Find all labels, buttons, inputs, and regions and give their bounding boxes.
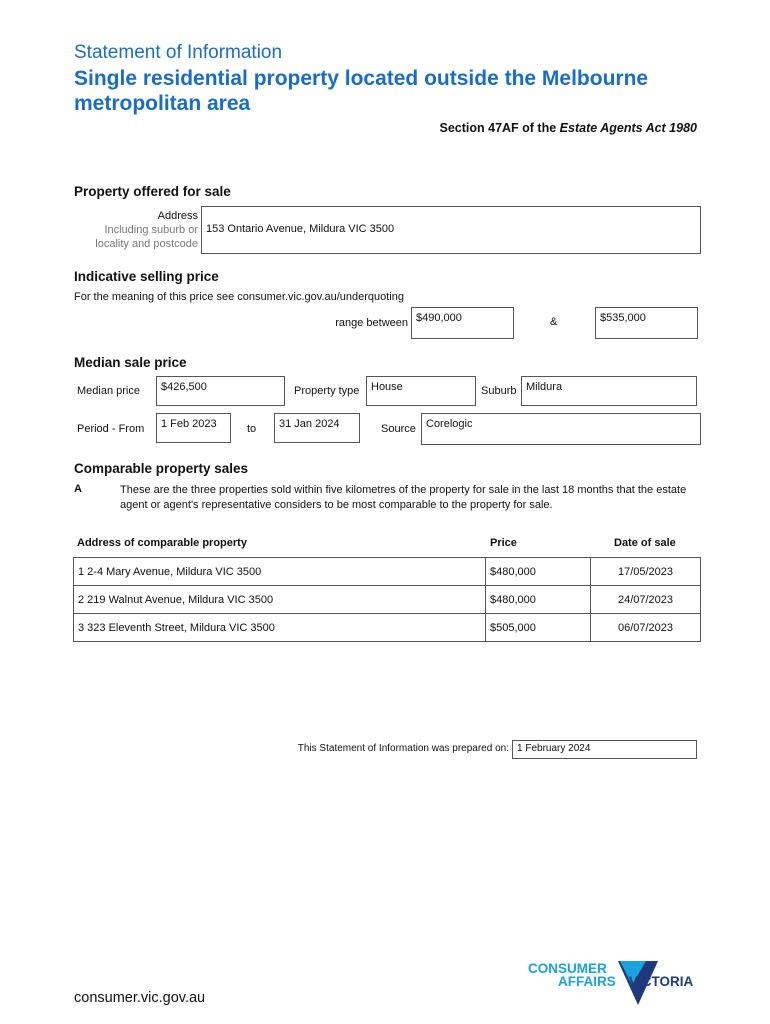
page-title: Single residential property located outside the Melbourne metropolitan area bbox=[74, 67, 649, 115]
comp-address-cell[interactable]: 1 2-4 Mary Avenue, Mildura VIC 3500 bbox=[74, 558, 486, 586]
underquoting-note: For the meaning of this price see consumer.vic.gov.au/underquoting bbox=[74, 291, 404, 303]
prepared-label: This Statement of Information was prepared on: bbox=[297, 743, 509, 754]
price-high-field[interactable]: $535,000 bbox=[595, 307, 698, 339]
statement-heading: Statement of Information bbox=[74, 42, 283, 63]
logo-text-victoria: VICTORIA bbox=[629, 974, 694, 989]
indicative-heading: Indicative selling price bbox=[74, 269, 219, 284]
source-field[interactable]: Corelogic bbox=[421, 413, 701, 445]
price-low-field[interactable]: $490,000 bbox=[411, 307, 514, 339]
col-address-header: Address of comparable property bbox=[77, 537, 247, 549]
table-row bbox=[74, 558, 701, 586]
comp-price-cell[interactable]: $480,000 bbox=[486, 558, 591, 586]
property-heading: Property offered for sale bbox=[74, 184, 231, 199]
comp-price-cell[interactable]: $480,000 bbox=[486, 586, 591, 614]
comp-address-cell[interactable]: 3 323 Eleventh Street, Mildura VIC 3500 bbox=[74, 614, 486, 642]
period-to-field[interactable]: 31 Jan 2024 bbox=[274, 413, 360, 443]
col-date-header: Date of sale bbox=[614, 537, 676, 549]
median-heading: Median sale price bbox=[74, 355, 187, 370]
property-type-field[interactable]: House bbox=[366, 376, 476, 406]
section-reference bbox=[440, 121, 698, 135]
address-label-postcode: locality and postcode bbox=[95, 238, 198, 250]
table-row bbox=[74, 586, 701, 614]
logo-text-consumer: CONSUMER bbox=[528, 961, 607, 976]
logo-text-affairs: AFFAIRS bbox=[558, 974, 616, 989]
comp-price-cell[interactable]: $505,000 bbox=[486, 614, 591, 642]
address-field[interactable]: 153 Ontario Avenue, Mildura VIC 3500 bbox=[201, 206, 701, 254]
table-row bbox=[74, 614, 701, 642]
consumer-affairs-victoria-logo bbox=[528, 959, 703, 1007]
col-price-header: Price bbox=[490, 537, 517, 549]
suburb-field[interactable]: Mildura bbox=[521, 376, 697, 406]
period-label: Period - From bbox=[77, 423, 145, 435]
comparable-description: These are the three properties sold within five kilometres of the property for sale in the last 18 months that the estate agent or agent's representative considers to be most comparable to the property for sale. bbox=[120, 484, 687, 511]
section-prefix: Section 47AF of the bbox=[439, 121, 557, 135]
suburb-label: Suburb bbox=[481, 385, 517, 397]
median-price-label: Median price bbox=[77, 385, 140, 397]
address-label bbox=[74, 209, 198, 251]
logo-graphic bbox=[528, 959, 703, 1007]
address-label-suburb: Including suburb or bbox=[104, 224, 198, 236]
ampersand: & bbox=[550, 316, 558, 328]
address-label-main: Address bbox=[157, 210, 198, 222]
period-from-field[interactable]: 1 Feb 2023 bbox=[156, 413, 231, 443]
range-label: range between bbox=[335, 317, 408, 329]
prepared-date-field[interactable]: 1 February 2024 bbox=[512, 740, 697, 759]
comp-date-cell[interactable]: 24/07/2023 bbox=[591, 586, 701, 614]
median-price-field[interactable]: $426,500 bbox=[156, 376, 285, 406]
period-to-label: to bbox=[247, 423, 257, 435]
footer-url[interactable]: consumer.vic.gov.au bbox=[74, 990, 206, 1006]
property-type-label: Property type bbox=[294, 385, 360, 397]
comp-address-cell[interactable]: 2 219 Walnut Avenue, Mildura VIC 3500 bbox=[74, 586, 486, 614]
comp-date-cell[interactable]: 17/05/2023 bbox=[591, 558, 701, 586]
source-label: Source bbox=[381, 423, 416, 435]
comparable-table bbox=[73, 557, 701, 642]
section-marker-a: A bbox=[74, 483, 82, 495]
act-name: Estate Agents Act 1980 bbox=[559, 121, 697, 135]
comp-date-cell[interactable]: 06/07/2023 bbox=[591, 614, 701, 642]
comparable-heading: Comparable property sales bbox=[74, 461, 249, 476]
